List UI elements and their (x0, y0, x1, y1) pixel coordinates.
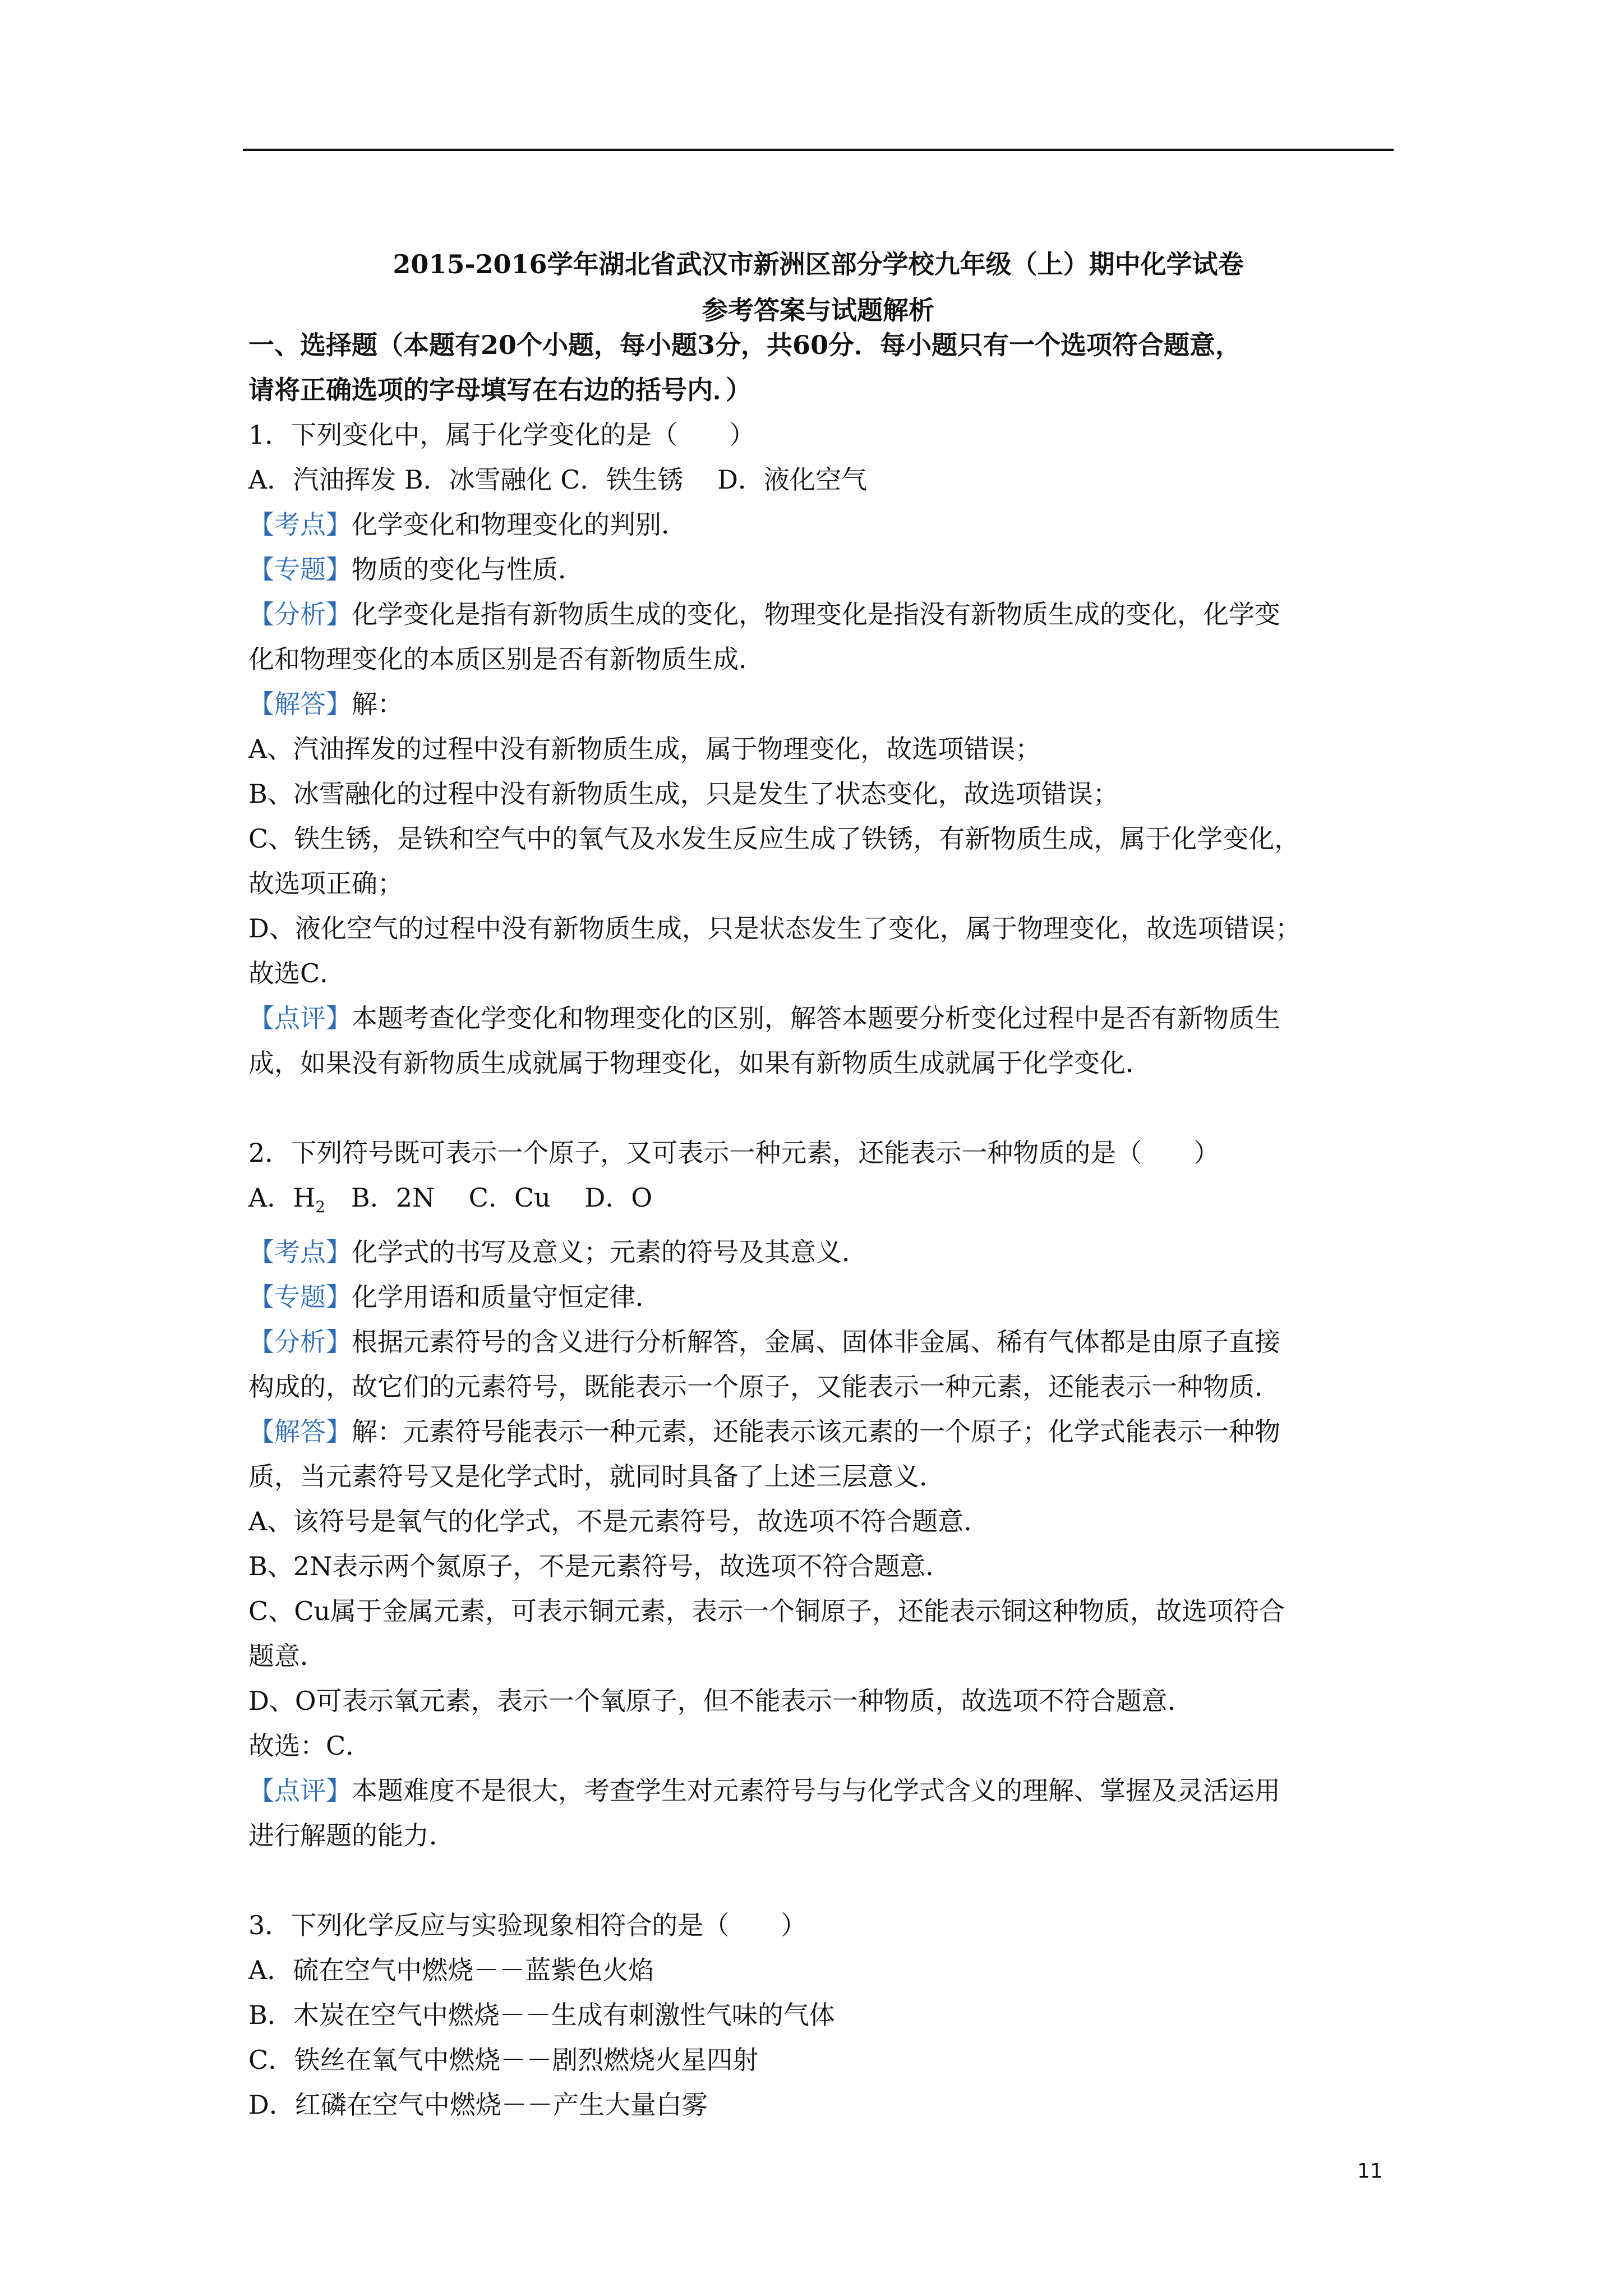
q2-zhuanti (248, 1274, 1394, 1319)
page-title: 2015-2016学年湖北省武汉市新洲区部分学校九年级（上）期中化学试卷 (393, 249, 1244, 279)
q2-answer-line: D、O可表示氧元素，表示一个氧原子，但不能表示一种物质，故选项不符合题意． (248, 1686, 1193, 1717)
q1-answer-line: 故选项正确； (248, 868, 403, 899)
q2-option-a: A．H (248, 1182, 316, 1213)
q1-jieda-text: 解： (352, 689, 403, 719)
q2-options (248, 1175, 1394, 1230)
q2-dianping-text-1: 本题难度不是很大，考查学生对元素符号与与化学式含义的理解、掌握及灵活运用 (352, 1775, 1280, 1806)
q1-answer-line: C、铁生锈，是铁和空气中的氧气及水发生反应生成了铁锈，有新物质生成，属于化学变化， (248, 823, 1301, 854)
jieda-tag: 【解答】 (248, 1416, 352, 1447)
q1-zhuanti (248, 547, 1394, 592)
q1-kaodian-text: 化学变化和物理变化的判别． (352, 509, 687, 540)
q2-answer-line: 故选：C． (248, 1731, 372, 1761)
jieda-tag: 【解答】 (248, 689, 352, 719)
q2-jieda-text-1: 解：元素符号能表示一种元素，还能表示该元素的一个原子；化学式能表示一种物 (352, 1416, 1280, 1447)
zhuanti-tag: 【专题】 (248, 1282, 352, 1313)
q3-stem: 3．下列化学反应与实验现象相符合的是（ ） (248, 1910, 807, 1941)
q2-kaodian (248, 1230, 1394, 1274)
fenxi-tag: 【分析】 (248, 1327, 352, 1358)
q3-option-d: D．红磷在空气中燃烧－－产生大量白雾 (248, 2090, 708, 2120)
q3-option-c: C．铁丝在氧气中燃烧－－剧烈燃烧火星四射 (248, 2045, 759, 2076)
q1-jieda (248, 682, 1394, 726)
q2-dianping (248, 1768, 1394, 1813)
q2-option-a-subscript: 2 (315, 1198, 325, 1217)
q2-jieda (248, 1409, 1394, 1454)
q2-answer-line: B、2N表示两个氮原子，不是元素符号，故选项不符合题意． (248, 1551, 952, 1582)
q3-option-b: B．木炭在空气中燃烧－－生成有刺激性气味的气体 (248, 2000, 835, 2031)
q2-jieda-text-2: 质，当元素符号又是化学式时，就同时具备了上述三层意义． (248, 1461, 945, 1492)
q1-dianping-text-1: 本题考查化学变化和物理变化的区别，解答本题要分析变化过程中是否有新物质生 (352, 1003, 1280, 1033)
q1-options: A．汽油挥发 B．冰雪融化 C．铁生锈 D．液化空气 (248, 464, 867, 495)
q1-zhuanti-text: 物质的变化与性质． (352, 554, 584, 585)
dianping-tag: 【点评】 (248, 1003, 352, 1033)
q1-dianping-text-2: 成，如果没有新物质生成就属于物理变化，如果有新物质生成就属于化学变化． (248, 1048, 1151, 1078)
q1-answer-line: B、冰雪融化的过程中没有新物质生成，只是发生了状态变化，故选项错误； (248, 779, 1119, 809)
q2-stem: 2．下列符号既可表示一个原子，又可表示一种元素，还能表示一种物质的是（ ） (248, 1138, 1220, 1168)
q2-fenxi-text-1: 根据元素符号的含义进行分析解答，金属、固体非金属、稀有气体都是由原子直接 (352, 1327, 1280, 1358)
q1-fenxi-text-2: 化和物理变化的本质区别是否有新物质生成． (248, 644, 764, 674)
title-block (243, 241, 1394, 333)
q2-fenxi-text-2: 构成的，故它们的元素符号，既能表示一个原子，又能表示一种元素，还能表示一种物质． (248, 1372, 1280, 1402)
fenxi-tag: 【分析】 (248, 599, 352, 629)
q1-answer-line: 故选C． (248, 958, 346, 988)
q2-fenxi (248, 1319, 1394, 1364)
q2-dianping-text-2: 进行解题的能力． (248, 1820, 455, 1851)
q2-answer-line: C、Cu属于金属元素，可表示铜元素，表示一个铜原子，还能表示铜这种物质，故选项符合 (248, 1596, 1285, 1627)
q1-dianping (248, 996, 1394, 1041)
section-heading-line-1: 一、选择题（本题有20个小题，每小题3分，共60分．每小题只有一个选项符合题意， (248, 330, 1242, 360)
spacer (248, 1858, 1394, 1903)
q1-kaodian (248, 502, 1394, 547)
q1-stem: 1．下列变化中，属于化学变化的是（ ） (248, 420, 755, 450)
q1-fenxi-text-1: 化学变化是指有新物质生成的变化，物理变化是指没有新物质生成的变化，化学变 (352, 599, 1280, 629)
spacer (248, 1085, 1394, 1130)
page-subtitle: 参考答案与试题解析 (702, 295, 934, 325)
dianping-tag: 【点评】 (248, 1775, 352, 1806)
header-rule (243, 149, 1394, 151)
q1-answer-line: D、液化空气的过程中没有新物质生成，只是状态发生了变化，属于物理变化，故选项错误； (248, 913, 1301, 944)
kaodian-tag: 【考点】 (248, 509, 352, 540)
section-heading-line-2: 请将正确选项的字母填写在右边的括号内．） (248, 375, 751, 405)
page-number: 11 (1357, 2160, 1383, 2183)
q3-option-a: A．硫在空气中燃烧－－蓝紫色火焰 (248, 1955, 654, 1986)
q2-answer-line: 题意． (248, 1641, 326, 1672)
q2-kaodian-text: 化学式的书写及意义；元素的符号及其意义． (352, 1237, 868, 1268)
q2-answer-line: A、该符号是氧气的化学式，不是元素符号，故选项不符合题意． (248, 1506, 990, 1537)
q1-fenxi (248, 592, 1394, 637)
q1-answer-line: A、汽油挥发的过程中没有新物质生成，属于物理变化，故选项错误； (248, 734, 1041, 764)
zhuanti-tag: 【专题】 (248, 554, 352, 585)
q2-option-rest: B．2N C．Cu D．O (325, 1182, 653, 1213)
q2-zhuanti-text: 化学用语和质量守恒定律． (352, 1282, 661, 1313)
content (248, 323, 1394, 2127)
kaodian-tag: 【考点】 (248, 1237, 352, 1268)
